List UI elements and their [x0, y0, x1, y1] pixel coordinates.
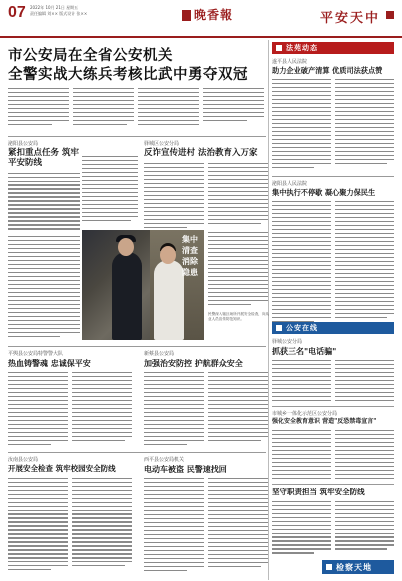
right-divider-2 [272, 406, 394, 407]
dateline: 2022年 10月 21日 星期五 [30, 5, 79, 10]
mid-right-body-2 [208, 232, 268, 308]
mid-left-kicker: 泌阳县公安局 [8, 141, 39, 147]
tag-court-news: 法苑动态 [272, 42, 394, 54]
lower-col3-kicker: 汝南县公安局 [8, 457, 39, 463]
right-story-4-headline: 强化安全教育意识 营造"反恐禁毒宣言" [272, 418, 377, 425]
mid-left-body-3 [8, 236, 80, 340]
lower-col3-story [8, 456, 132, 578]
lower-col1-headline: 热血铸警魂 忠诚保平安 [8, 358, 91, 368]
section-title: 平安天中 [319, 11, 380, 26]
mid-right-story [144, 140, 268, 232]
right-divider-1 [272, 176, 394, 177]
mid-left-headline: 紧扣重点任务 筑牢平安防线 [8, 148, 79, 168]
news-photo [82, 230, 204, 340]
police-officer-figure [112, 252, 142, 340]
page-number: 07 [8, 4, 26, 21]
lower-col2-headline: 加强治安防控 护航群众安全 [144, 358, 243, 368]
newspaper-logo: 晚香報 [182, 6, 233, 23]
right-story-3 [272, 338, 394, 402]
header-meta [30, 5, 120, 16]
lower-col2-story [144, 350, 268, 448]
lead-headline: 市公安局在全省公安机关 全警实战大练兵考核比武中勇夺双冠 [8, 47, 248, 83]
lower-col4-kicker: 西平县公安局机关 [144, 457, 185, 463]
right-story-4 [272, 410, 394, 482]
logo-seal-icon [182, 10, 191, 21]
lower-col4-headline: 电动车被盗 民警速找回 [144, 464, 227, 474]
right-story-1-headline: 助力企业破产清算 优质司法获点赞 [272, 66, 383, 75]
section-mark-icon [386, 11, 394, 19]
lower-col1-story [8, 350, 132, 448]
right-story-1 [272, 58, 394, 174]
mid-right-headline: 反诈宣传进村 法治教育入万家 [144, 148, 258, 158]
right-divider-3 [272, 484, 394, 485]
lower-divider-2 [8, 452, 266, 453]
lower-col4-story [144, 456, 268, 578]
right-story-5-headline: 坚守职责担当 筑牢安全防线 [272, 488, 365, 496]
lead-divider [8, 136, 266, 137]
lower-divider [8, 346, 266, 347]
right-story-2-headline: 集中执行不停歇 凝心聚力保民生 [272, 188, 376, 197]
lower-col1-kicker: 平舆县公安局特警警大队 [8, 351, 64, 357]
right-story-3-headline: 抓获三名"电话骗" [272, 346, 337, 356]
page-header [0, 0, 402, 38]
right-story-4-kicker: 市城乡一体化示范区公安分局 [272, 411, 338, 417]
tag-police-online: 公安在线 [272, 322, 394, 334]
right-story-5 [272, 488, 394, 558]
right-story-2 [272, 180, 394, 330]
photo-caption: 民警深入辖区场所开展安全检查，向从业人员宣传防范知识。 [208, 312, 270, 321]
mid-left-story [8, 140, 80, 232]
right-story-3-kicker: 驿城公安分局 [272, 339, 303, 345]
photo-overlay-text: 集中清查 消除隐患 [182, 234, 198, 277]
mid-left-body-2 [82, 156, 138, 226]
lower-col2-kicker: 新蔡县公安局 [144, 351, 175, 357]
citizen-figure [154, 260, 184, 340]
column-rule [268, 40, 269, 580]
tag-procuratorate: 检察天地 [322, 560, 394, 574]
editors-line: 责任编辑 刘×× 版式设计 张×× [30, 10, 88, 16]
right-story-1-kicker: 遂平县人民法院 [272, 59, 308, 65]
right-story-2-kicker: 泌阳县人民法院 [272, 181, 308, 187]
lower-col3-headline: 开展安全检查 筑牢校园安全防线 [8, 464, 116, 473]
mid-right-kicker: 驿城区公安分局 [144, 141, 180, 147]
lead-body [8, 88, 266, 132]
